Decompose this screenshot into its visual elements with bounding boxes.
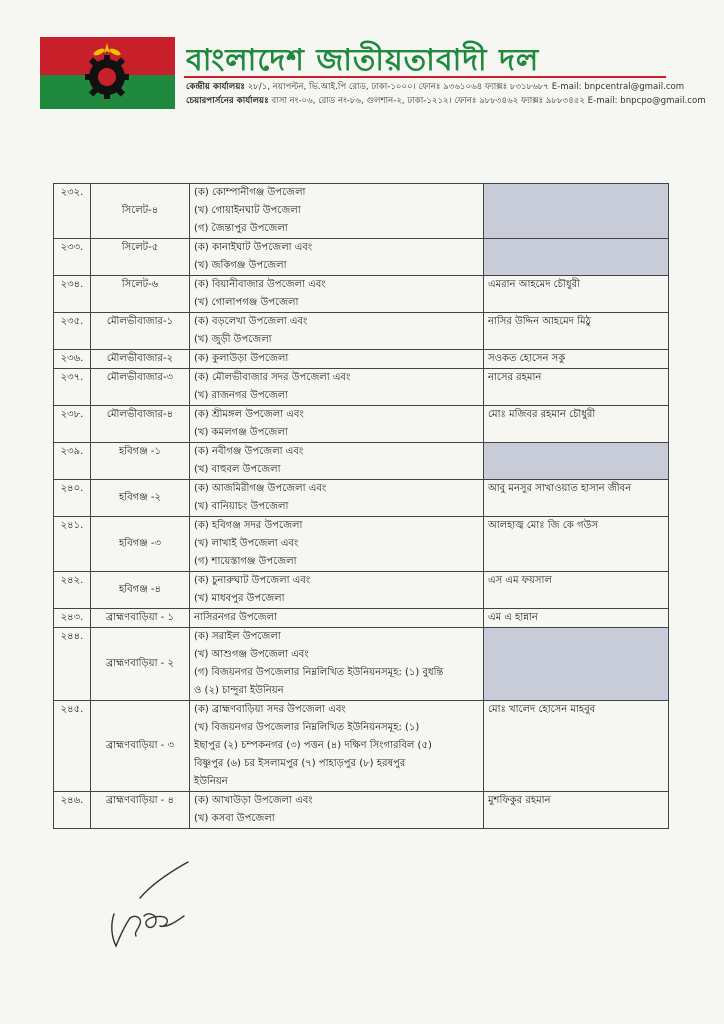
area-line: (খ) মাধবপুর উপজেলা (194, 593, 285, 604)
table-row (54, 350, 669, 369)
candidate-name-cell: নাসির উদ্দিন আহমেদ মিঠু (484, 313, 669, 350)
constituency-name-cell: মৌলভীবাজার-১ (91, 313, 190, 350)
constituency-name-cell: মৌলভীবাজার-৩ (91, 369, 190, 406)
candidate-name-cell: মোঃ খালেদ হোসেন মাহবুব (484, 701, 669, 792)
area-line: (খ) লাখাই উপজেলা এবং (194, 538, 299, 549)
constituency-area-cell (190, 628, 484, 701)
area-line: (ক) শ্রীমঙ্গল উপজেলা এবং (194, 409, 304, 420)
serial-number-cell: ২৩২. (54, 184, 91, 239)
serial-number-cell: ২৪৬. (54, 792, 91, 829)
constituency-name-cell: সিলেট-৫ (91, 239, 190, 276)
area-line: (খ) জকিগঞ্জ উপজেলা (194, 260, 287, 271)
table-row (54, 406, 669, 443)
table-row (54, 276, 669, 313)
serial-number-cell: ২৩৯. (54, 443, 91, 480)
area-line: (খ) আশুগঞ্জ উপজেলা এবং (194, 649, 309, 660)
constituency-area-cell (190, 239, 484, 276)
area-line: ও (২) চান্দুরা ইউনিয়ন (194, 685, 284, 696)
constituency-table (53, 183, 669, 829)
constituency-name-cell: ব্রাহ্মণবাড়িয়া - ৪ (91, 792, 190, 829)
candidate-name-cell: সওকত হোসেন সকু (484, 350, 669, 369)
constituency-area-cell (190, 480, 484, 517)
area-line: (ক) কুলাউড়া উপজেলা (194, 353, 289, 364)
constituency-name-cell: সিলেট-৪ (91, 184, 190, 239)
serial-number-cell: ২৪০. (54, 480, 91, 517)
serial-number-cell: ২৪২. (54, 572, 91, 609)
candidate-name-cell (484, 628, 669, 701)
serial-number-cell: ২৩৫. (54, 313, 91, 350)
area-line: ইছাপুর (২) চম্পকনগর (৩) পত্তন (৪) দক্ষিণ সিংগারবিল (৫) (194, 740, 432, 751)
candidate-name-cell: মোঃ মজিবর রহমান চৌধুরী (484, 406, 669, 443)
candidate-name-cell (484, 443, 669, 480)
area-line: নাসিরনগর উপজেলা (194, 612, 277, 623)
constituency-name-cell: ব্রাহ্মণবাড়িয়া - ২ (91, 628, 190, 701)
area-line: (ক) বিয়ানীবাজার উপজেলা এবং (194, 279, 326, 290)
chairperson-office-text: বাসা নং-০৬, রোড নং-৮৬, গুলশান-২, ঢাকা-১২১২। ফোনঃ ৯৮৮৩৪৬২ ফ্যাক্সঃ ৯৮৮৩৪৫২ E-mail: bnpcpo@gmail.com (271, 96, 706, 106)
table-row (54, 572, 669, 609)
constituency-area-cell (190, 701, 484, 792)
constituency-area-cell (190, 313, 484, 350)
area-line: (খ) বাহুবল উপজেলা (194, 464, 281, 475)
constituency-area-cell (190, 184, 484, 239)
candidate-name-cell: এস এম ফয়সাল (484, 572, 669, 609)
party-flag-logo (40, 37, 175, 109)
area-line: (ক) আজমিরীগঞ্জ উপজেলা এবং (194, 483, 327, 494)
constituency-name-cell: ব্রাহ্মণবাড়িয়া - ৩ (91, 701, 190, 792)
candidate-name-cell (484, 239, 669, 276)
area-line: (খ) গোয়াইনঘাট উপজেলা (194, 205, 301, 216)
area-line: (ক) কোম্পানীগঞ্জ উপজেলা (194, 187, 306, 198)
area-line: (গ) বিজয়নগর উপজেলার নিম্নলিখিত ইউনিয়নসমূহ: (১) বুধন্তি (194, 667, 444, 678)
constituency-area-cell (190, 572, 484, 609)
candidate-name-cell: মুশফিকুর রহমান (484, 792, 669, 829)
area-line: (ক) নবীগঞ্জ উপজেলা এবং (194, 446, 304, 457)
constituency-name-cell: হবিগঞ্জ -১ (91, 443, 190, 480)
area-line: (খ) গোলাপগঞ্জ উপজেলা (194, 297, 299, 308)
central-office-text: ২৮/১, নয়াপল্টন, ভি.আই.পি রোড, ঢাকা-১০০০। ফোনঃ ৯৩৬১০৬৪ ফ্যাক্সঃ ৮৩১৮৬৮৭ E-mail: bnpcentral@gmail.com (247, 82, 685, 92)
handwritten-signature (100, 858, 195, 958)
area-line: (খ) বানিয়াচং উপজেলা (194, 501, 289, 512)
area-line: (ক) সরাইল উপজেলা (194, 631, 281, 642)
constituency-name-cell: মৌলভীবাজার-৪ (91, 406, 190, 443)
table-row (54, 701, 669, 792)
candidate-name-cell: এমরান আহমেদ চৌধুরী (484, 276, 669, 313)
constituency-name-cell: সিলেট-৬ (91, 276, 190, 313)
area-line: বিষ্ণুপুর (৬) চর ইসলামপুর (৭) পাহাড়পুর (৮) হরষপুর (194, 758, 406, 769)
table-row (54, 313, 669, 350)
serial-number-cell: ২৪১. (54, 517, 91, 572)
candidate-name-cell: নাসের রহমান (484, 369, 669, 406)
constituency-table-body (54, 184, 669, 829)
area-line: (ক) হবিগঞ্জ সদর উপজেলা (194, 520, 303, 531)
table-row (54, 480, 669, 517)
constituency-name-cell: হবিগঞ্জ -৪ (91, 572, 190, 609)
constituency-name-cell: ব্রাহ্মণবাড়িয়া - ১ (91, 609, 190, 628)
constituency-name-cell: হবিগঞ্জ -৩ (91, 517, 190, 572)
table-row (54, 609, 669, 628)
serial-number-cell: ২৪৪. (54, 628, 91, 701)
candidate-name-cell (484, 184, 669, 239)
area-line: (ক) আখাউড়া উপজেলা এবং (194, 795, 313, 806)
table-row (54, 628, 669, 701)
candidate-name-cell: আবু মনসুর সাখাওয়াত হাসান জীবন (484, 480, 669, 517)
area-line: (ক) বড়লেখা উপজেলা এবং (194, 316, 308, 327)
constituency-area-cell (190, 276, 484, 313)
area-line: (খ) কসবা উপজেলা (194, 813, 275, 824)
table-row (54, 239, 669, 276)
serial-number-cell: ২৩৬. (54, 350, 91, 369)
constituency-name-cell: মৌলভীবাজার-২ (91, 350, 190, 369)
constituency-area-cell (190, 369, 484, 406)
chairperson-office-address (186, 94, 706, 108)
cogwheel-emblem-icon (82, 41, 132, 103)
constituency-area-cell (190, 792, 484, 829)
table-row (54, 792, 669, 829)
serial-number-cell: ২৪৫. (54, 701, 91, 792)
area-line: (ক) ব্রাহ্মণবাড়িয়া সদর উপজেলা এবং (194, 704, 346, 715)
area-line: (খ) জুড়ী উপজেলা (194, 334, 272, 345)
area-line: (ক) মৌলভীবাজার সদর উপজেলা এবং (194, 372, 351, 383)
table-row (54, 184, 669, 239)
central-office-address (186, 80, 684, 94)
area-line: (গ) জৈন্তাপুর উপজেলা (194, 223, 288, 234)
area-line: (খ) কমলগঞ্জ উপজেলা (194, 427, 288, 438)
constituency-area-cell (190, 609, 484, 628)
serial-number-cell: ২৩৭. (54, 369, 91, 406)
serial-number-cell: ২৩৪. (54, 276, 91, 313)
serial-number-cell: ২৪৩. (54, 609, 91, 628)
table-row (54, 443, 669, 480)
area-line: (ক) কানাইঘাট উপজেলা এবং (194, 242, 313, 253)
chairperson-office-label: চেয়ারপার্সনের কার্যালয়ঃ (186, 96, 269, 106)
area-line: (গ) শায়েস্তাগঞ্জ উপজেলা (194, 556, 297, 567)
header-divider (184, 76, 666, 78)
candidate-name-cell: এম এ হান্নান (484, 609, 669, 628)
table-row (54, 517, 669, 572)
constituency-area-cell (190, 443, 484, 480)
constituency-area-cell (190, 517, 484, 572)
area-line: (ক) চুনারুঘাট উপজেলা এবং (194, 575, 311, 586)
constituency-name-cell: হবিগঞ্জ -২ (91, 480, 190, 517)
table-row (54, 369, 669, 406)
area-line: (খ) রাজনগর উপজেলা (194, 390, 288, 401)
party-name-title: বাংলাদেশ জাতীয়তাবাদী দল (186, 43, 540, 76)
area-line: (খ) বিজয়নগর উপজেলার নিম্নলিখিত ইউনিয়নসমূহ: (১) (194, 722, 420, 733)
constituency-area-cell (190, 406, 484, 443)
central-office-label: কেন্দ্রীয় কার্যালয়ঃ (186, 82, 245, 92)
candidate-name-cell: আলহাজ্ব মোঃ জি কে গউস (484, 517, 669, 572)
constituency-area-cell (190, 350, 484, 369)
serial-number-cell: ২৩৩. (54, 239, 91, 276)
area-line: ইউনিয়ন (194, 776, 228, 787)
serial-number-cell: ২৩৮. (54, 406, 91, 443)
